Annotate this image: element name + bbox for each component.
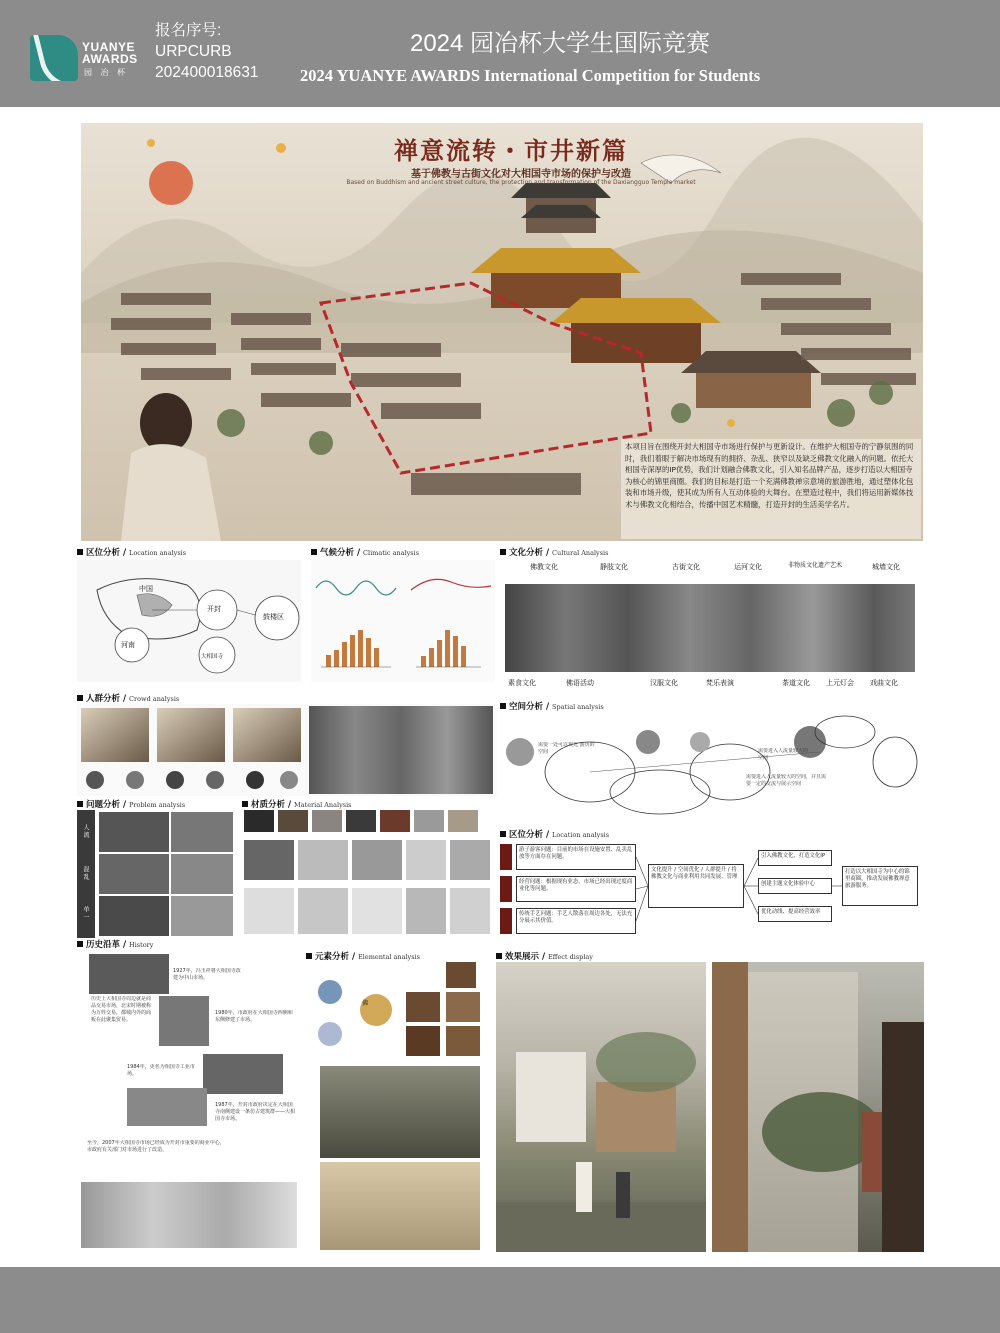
reg-label: 报名序号:: [155, 22, 222, 39]
hero-panel: [81, 123, 923, 541]
climate-charts: [311, 560, 495, 682]
problem-photo-2: [171, 812, 233, 852]
map-label-temple: 大相国寺: [201, 654, 224, 660]
culture-lantern: 上元灯会: [826, 679, 854, 687]
flow-right-3: 优化动线、提高经营效率: [758, 906, 832, 922]
problem-photo-6: [171, 896, 233, 936]
spatial-note-2: 需要进入人流量较大的空间: [758, 748, 808, 761]
material-analysis: [242, 810, 496, 938]
footer-bar: [0, 1267, 1000, 1333]
hero-subtitle-en: Based on Buddhism and ancient street culture, the protection and transformation of the Daxiangguo Temple market: [346, 179, 696, 186]
hero-subtitle: 基于佛教与古街文化对大相国寺市场的保护与改造: [411, 169, 631, 180]
spatial-note-1: 需要一处可以观光 游历的空间: [538, 742, 595, 755]
logo-cn: 园 冶 杯: [84, 68, 129, 77]
material-swatches: [242, 810, 496, 938]
flow-right-1: 引入佛教文化，打造文化IP: [758, 850, 832, 866]
flow-final: 打造以大相国寺为中心的锦里商圈，推动发展佛教禅意旅游服务。: [842, 866, 918, 906]
history-note-2007: 至今，2007年大相国寺市场已经成为开封市重要的商业中心，市政府有关部门对市场进行了改造。: [87, 1140, 225, 1153]
spatial-note-3: 需要进入人流量较大的空间，并且需要一定的交流与展示空间: [746, 774, 826, 787]
elemental-icons: [306, 962, 492, 1062]
cultural-analysis: [500, 560, 920, 692]
history-photo-2: [159, 996, 209, 1046]
culture-hanfu: 汉服文化: [650, 679, 678, 687]
history-photo-3: [203, 1054, 283, 1094]
spatial-diagram: [500, 712, 920, 822]
history-photo-4: [127, 1088, 207, 1126]
elemental-render-2: [320, 1162, 480, 1250]
culture-vegetarian: 素食文化: [508, 679, 536, 687]
reg-number: 202400018631: [155, 64, 259, 81]
history-timeline: [77, 950, 302, 1252]
section-head-material: 材质分析 / Material Analysis: [242, 798, 352, 810]
section-head-effect: 效果展示 / Effect display: [496, 950, 593, 962]
elemental-analysis: [306, 962, 492, 1252]
flow-arrows: [500, 840, 920, 940]
element-label-buddha: 佛: [362, 1000, 369, 1007]
section-head-climate: 气候分析 / Climatic analysis: [311, 546, 419, 558]
flow-middle: 文化提升 / 空间优化 / 人群提升 / 将佛教文化与商业利用共同发展、管理: [648, 864, 744, 908]
elemental-render-1: [320, 1066, 480, 1158]
map-label-gulou: 鼓楼区: [263, 613, 284, 621]
history-note-1927: 1927年，冯玉祥将大相国寺改建为中山市场。: [173, 968, 241, 981]
crowd-photos: [309, 706, 493, 794]
section-head-spatial: 空间分析 / Spatial analysis: [500, 700, 604, 712]
culture-buddhist: 佛教文化: [530, 563, 558, 571]
culture-photo-strip: [505, 584, 915, 672]
problem-label-chaos: 混 乱: [82, 866, 89, 880]
yuanye-logo: [30, 33, 150, 83]
competition-title-cn: 2024 园冶杯大学生国际竞赛: [409, 30, 711, 57]
logo-line1: YUANYE: [82, 40, 136, 54]
history-note-origin: 历史上大相国寺周边就是商品交易市场，北宋时期被称为万姓交易，都城内外的商贩在此聚集贸易。: [91, 996, 151, 1023]
history-note-1984: 1984年，更名为相国寺工业市场。: [127, 1064, 195, 1077]
map-label-henan: 河南: [121, 641, 135, 649]
section-head-problem: 问题分析 / Problem analysis: [77, 798, 185, 810]
culture-music: 梵乐表演: [706, 679, 734, 687]
history-map-photo: [81, 1182, 297, 1248]
hero-title: 禅意流转・市井新篇: [394, 136, 628, 165]
climate-chart-graphics: [311, 560, 495, 682]
culture-heritage: 非物质文化遗产艺术: [788, 562, 843, 569]
flow-right-2: 创建主题文化体验中心: [758, 878, 832, 894]
crowd-grids: [77, 704, 307, 796]
logo-mark-icon: [30, 35, 78, 81]
culture-tea: 茶道文化: [782, 679, 810, 687]
section-head-history: 历史沿革 / History: [77, 938, 153, 950]
effect-left-drawing: [496, 962, 706, 1252]
problem-analysis: [77, 810, 237, 938]
hero-description: 本项目旨在围绕开封大相国寺市场进行保护与更新设计。在维护大相国寺的宁静氛围的同时，我们着眼于解决市场现有的拥挤、杂乱、狭窄以及缺乏佛教文化融入的问题。依托大相国寺深厚的IP优势，我们计划融合佛教文化，引入知名品牌产品，逐步打造以大相国寺为核心的锦里商圈。我们的目标是打造一个充满佛教禅宗意境的旅游胜地，通过塑体化包装和市场升级，使其成为所有人互动体验的大舞台。在塑造过程中，我们将运用新媒体技术与佛教文化相结合，传播中国艺术精髓，打造开封的生活美学名片。: [621, 439, 921, 539]
section-head-location: 区位分析 / Location analysis: [77, 546, 186, 558]
history-note-1980: 1980年，市政府在大相国寺西侧和东侧修建了市场。: [215, 1010, 293, 1023]
culture-wall: 城墙文化: [872, 563, 900, 571]
problem-photo-4: [171, 854, 233, 894]
history-note-1987: 1987年，开封市政府决定在大相国寺南侧建设一条仿古建筑群——大相国寺市场。: [215, 1102, 295, 1122]
header-banner: [0, 0, 1000, 107]
history-photo-1: [89, 954, 169, 994]
flow-left-1: 游子游客问题：目前的市场在设施安置、乱卖乱放等方面存在问题。: [516, 844, 636, 870]
location-flow: [500, 840, 920, 940]
section-head-crowd: 人群分析 / Crowd analysis: [77, 692, 179, 704]
crowd-analysis: [77, 704, 497, 796]
problem-label-single: 单 一: [82, 906, 89, 920]
culture-quiet: 静肢文化: [600, 563, 628, 571]
culture-street: 古街文化: [672, 563, 700, 571]
logo-text: [82, 41, 138, 65]
flow-left-2: 经营问题：根据现有业态，市场已经出现过度商业化等问题。: [516, 876, 636, 902]
logo-line2: AWARDS: [82, 52, 138, 66]
effect-render-left: [496, 962, 706, 1252]
section-head-cultural: 文化分析 / Cultural Analysis: [500, 546, 608, 558]
location-map: [77, 560, 301, 682]
section-head-location2: 区位分析 / Location analysis: [500, 828, 609, 840]
registration-info: [155, 20, 258, 83]
flow-left-3: 传统手艺问题：手艺人散落在周边各处，无法充分展示其价值。: [516, 908, 636, 934]
effect-right-drawing: [712, 962, 924, 1252]
problem-photo-3: [99, 854, 169, 894]
problem-photo-1: [99, 812, 169, 852]
effect-render-right: [712, 962, 924, 1252]
competition-title-en: 2024 YUANYE AWARDS International Competition for Students: [300, 66, 761, 85]
spatial-analysis: [500, 712, 920, 822]
section-head-elemental: 元素分析 / Elemental analysis: [306, 950, 420, 962]
problem-label-crowd: 人 流: [82, 824, 89, 838]
culture-opera: 戏曲文化: [870, 679, 898, 687]
problem-photo-5: [99, 896, 169, 936]
reg-code: URPCURB: [155, 43, 232, 60]
map-label-kaifeng: 开封: [207, 605, 221, 613]
culture-dharma: 佛语活动: [566, 679, 594, 687]
culture-canal: 运河文化: [734, 563, 762, 571]
map-label-china: 中国: [139, 585, 153, 593]
